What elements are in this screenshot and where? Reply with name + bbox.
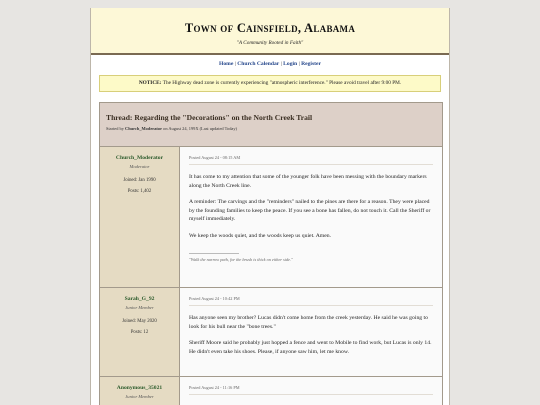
post-body (180, 147, 442, 287)
nav-login-link[interactable]: Login (283, 61, 298, 67)
post-body (180, 288, 442, 376)
post-signature: "Walk the narrow path, for the brush is thick on either side." (189, 256, 293, 262)
nav-separator: | (233, 61, 238, 67)
author-role: Junior Member (125, 305, 154, 310)
author-role: Moderator (129, 164, 150, 169)
thread-header (100, 103, 442, 147)
post-paragraph: Has anyone seen my brother? Lucas didn't come home from the creek yesterday. He said he was going to look for his bull near the "bone trees." (189, 315, 428, 330)
page-container (90, 8, 450, 405)
post-author-panel (100, 147, 180, 287)
post (100, 377, 442, 405)
site-tagline: "A Community Rooted in Faith" (236, 40, 304, 46)
thread-meta (106, 126, 436, 131)
post-paragraph: A reminder: The carvings and the "reminders" nailed to the pines are there for a reason. They were placed by the founding families to keep the peace. If you see a bone has fallen, do not touch it. Call the Sheriff or myself immediately. (189, 199, 431, 223)
author-joined: Joined: Jan 1990 (123, 178, 156, 183)
notice-banner (99, 75, 441, 92)
post (100, 288, 442, 377)
thread-started-suffix: on August 24, 199X (Last updated Today) (162, 126, 238, 131)
post-paragraph: It has come to my attention that some of the younger folk have been messing with the boundary markers along the North Creek line. (189, 174, 427, 189)
thread-started-prefix: Started by (106, 126, 126, 131)
nav-separator: | (297, 61, 302, 67)
post-author-panel (100, 377, 180, 405)
post-paragraph: We keep the woods quiet, and the woods keep us quiet. Amen. (189, 232, 332, 239)
notice-label: NOTICE: (138, 80, 162, 86)
post-paragraph: Sheriff Moore said he probably just hopped a fence and went to Mobile to find work, but Lucas is only 14. He didn't even take his shoes. Please, if anyone saw him, let me know. (189, 340, 432, 355)
thread (99, 102, 443, 405)
signature-divider (189, 253, 239, 254)
author-name[interactable]: Anonymous_35021 (116, 385, 163, 391)
nav-home-link[interactable]: Home (219, 61, 234, 67)
site-title: Town of Cainsfield, Alabama (184, 21, 356, 35)
author-name[interactable]: Sarah_G_92 (124, 296, 155, 302)
author-post-count: Posts: 1,402 (127, 189, 152, 194)
site-header (91, 8, 449, 55)
nav-church-calendar-link[interactable]: Church Calendar (237, 61, 280, 67)
notice-text: The Highway dead zone is currently experiencing "atmospheric interference." Please avoid travel after 9:00 PM. (161, 80, 402, 86)
post-timestamp: Posted August 24 - 11:16 PM (189, 385, 433, 395)
author-name[interactable]: Church_Moderator (115, 155, 164, 161)
main-nav (91, 55, 449, 71)
thread-title: Thread: Regarding the "Decorations" on the North Creek Trail (106, 113, 313, 122)
thread-starter[interactable]: Church_Moderator (125, 126, 163, 131)
post-timestamp: Posted August 24 - 08:15 AM (189, 155, 433, 165)
post-body (180, 377, 442, 405)
post (100, 147, 442, 288)
author-joined: Joined: May 2020 (122, 319, 157, 324)
author-post-count: Posts: 12 (130, 330, 149, 335)
author-role: Junior Member (125, 394, 154, 399)
nav-register-link[interactable]: Register (301, 61, 321, 67)
post-timestamp: Posted August 24 - 10:42 PM (189, 296, 433, 306)
nav-separator: | (279, 61, 284, 67)
post-author-panel (100, 288, 180, 376)
